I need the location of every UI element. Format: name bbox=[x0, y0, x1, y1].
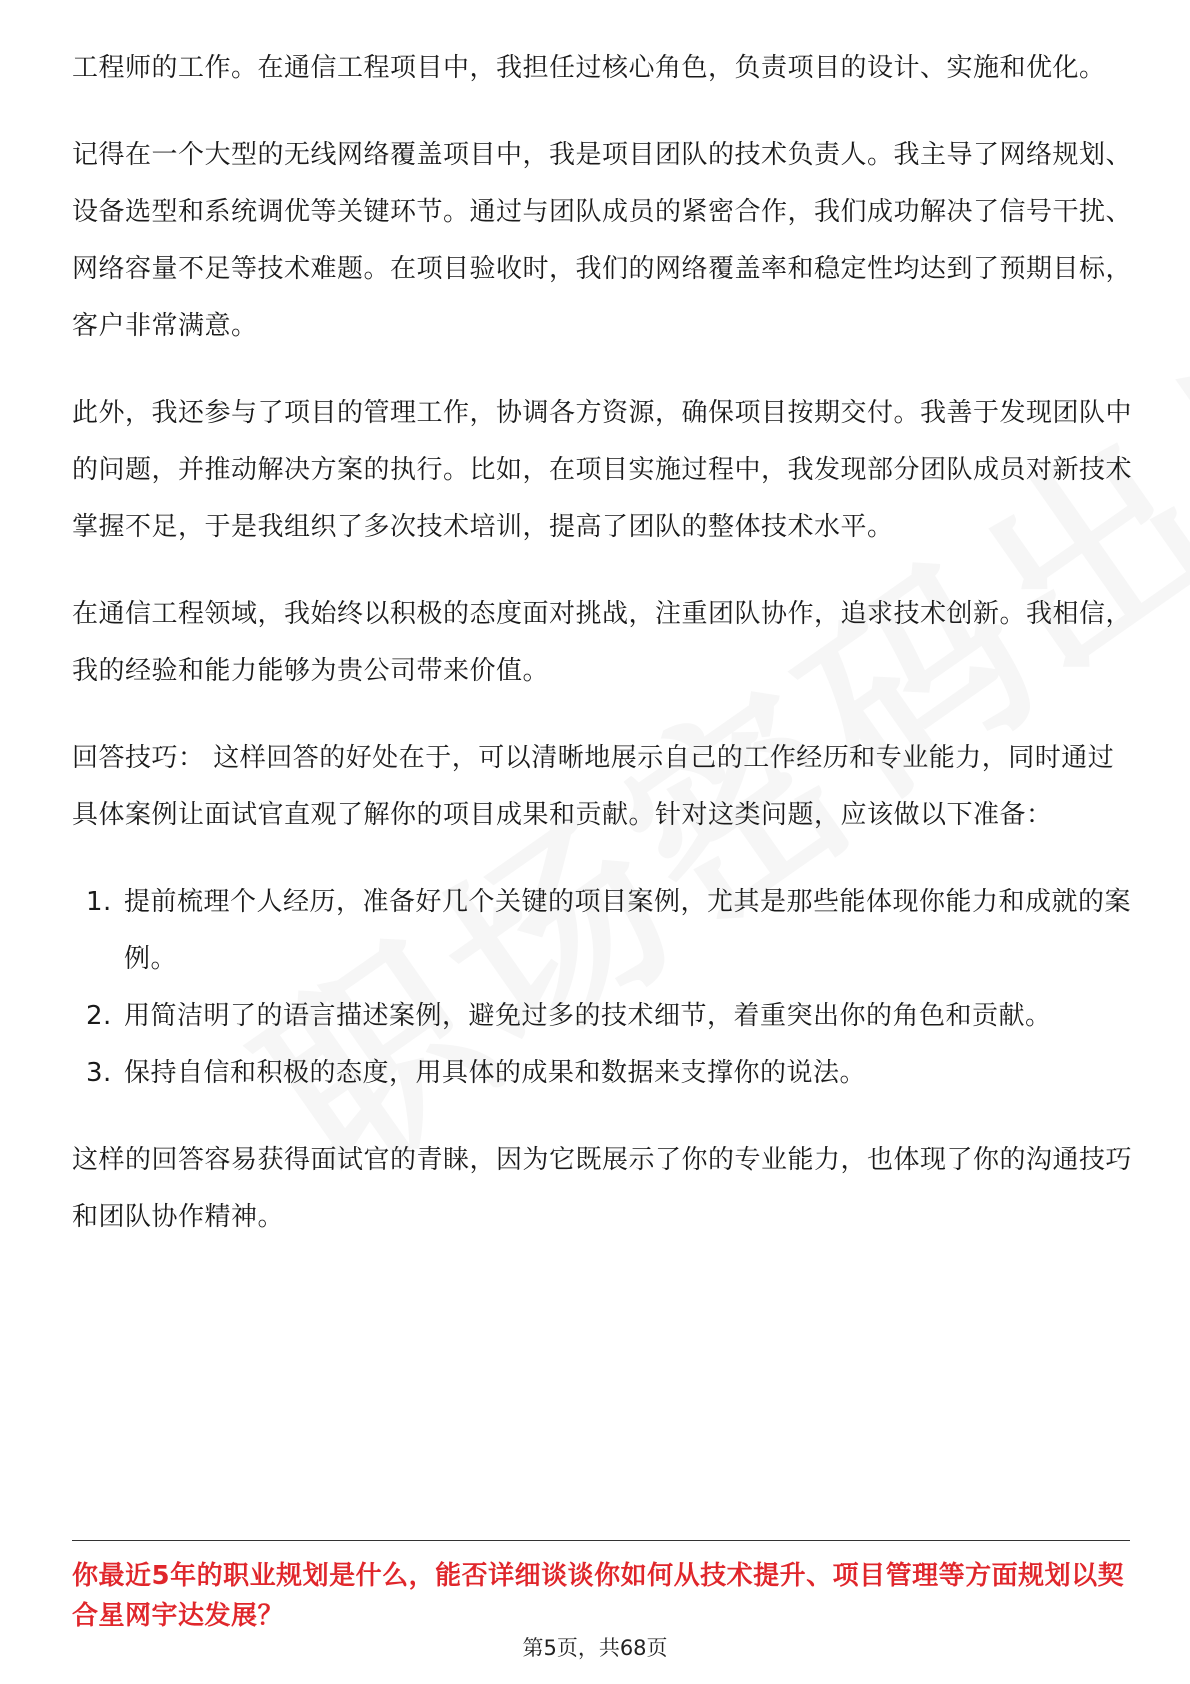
list-number: 2. bbox=[86, 1001, 112, 1031]
paragraph-conclusion: 这样的回答容易获得面试官的青睐，因为它既展示了你的专业能力，也体现了你的沟通技巧和团队协作精神。 bbox=[72, 1145, 1133, 1232]
list-item bbox=[72, 988, 1132, 1045]
list-item-text: 保持自信和积极的态度，用具体的成果和数据来支撑你的说法。 bbox=[124, 1058, 867, 1088]
list-item bbox=[72, 874, 1132, 988]
paragraph-management: 此外，我还参与了项目的管理工作，协调各方资源，确保项目按期交付。我善于发现团队中的问题，并推动解决方案的执行。比如，在项目实施过程中，我发现部分团队成员对新技术掌握不足，于是我组织了多次技术培训，提高了团队的整体技术水平。 bbox=[72, 398, 1133, 542]
tips-list bbox=[72, 874, 1132, 1102]
next-question-heading: 你最近5年的职业规划是什么，能否详细谈谈你如何从技术提升、项目管理等方面规划以契合星网宇达发展？ bbox=[72, 1561, 1125, 1631]
section-divider bbox=[72, 1540, 1130, 1541]
paragraph-project-example: 记得在一个大型的无线网络覆盖项目中，我是项目团队的技术负责人。我主导了网络规划、设备选型和系统调优等关键环节。通过与团队成员的紧密合作，我们成功解决了信号干扰、网络容量不足等技术难题。在项目验收时，我们的网络覆盖率和稳定性均达到了预期目标，客户非常满意。 bbox=[72, 140, 1133, 341]
list-item-text: 用简洁明了的语言描述案例，避免过多的技术细节，着重突出你的角色和贡献。 bbox=[124, 1001, 1052, 1031]
paragraph-answer-tips: 回答技巧： 这样回答的好处在于，可以清晰地展示自己的工作经历和专业能力，同时通过具体案例让面试官直观了解你的项目成果和贡献。针对这类问题，应该做以下准备： bbox=[72, 743, 1115, 830]
list-item-text: 提前梳理个人经历，准备好几个关键的项目案例，尤其是那些能体现你能力和成就的案例。 bbox=[124, 887, 1132, 974]
list-number: 1. bbox=[86, 887, 112, 917]
list-number: 3. bbox=[86, 1058, 112, 1088]
page-number-footer: 第5页，共68页 bbox=[522, 1636, 668, 1660]
list-item bbox=[72, 1045, 1132, 1102]
page-content bbox=[72, 40, 1132, 1276]
paragraph-attitude: 在通信工程领域，我始终以积极的态度面对挑战，注重团队协作，追求技术创新。我相信，我的经验和能力能够为贵公司带来价值。 bbox=[72, 599, 1133, 686]
paragraph-intro: 工程师的工作。在通信工程项目中，我担任过核心角色，负责项目的设计、实施和优化。 bbox=[72, 53, 1106, 83]
